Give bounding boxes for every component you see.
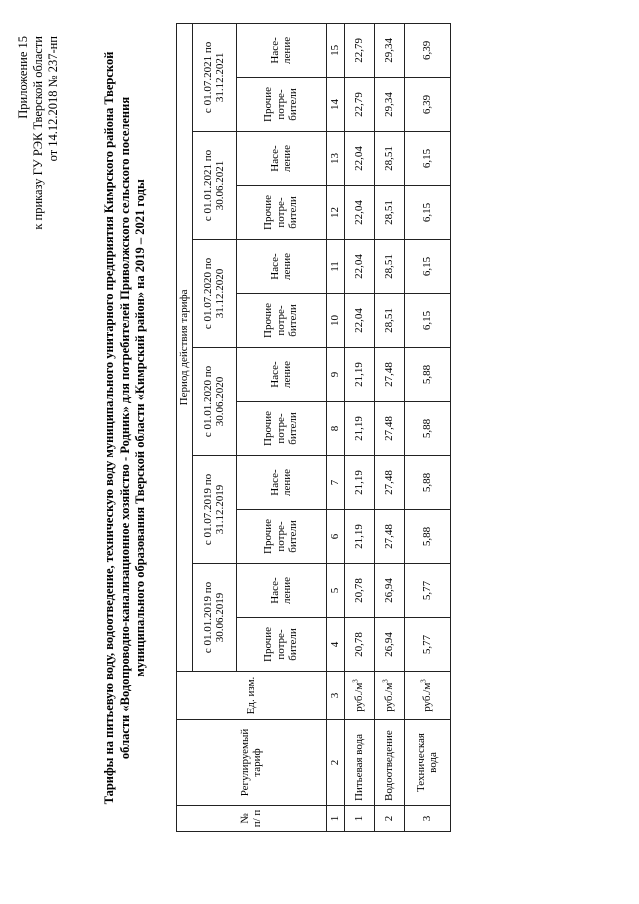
header-period-6: с 01.07.2021 по 31.12.2021 xyxy=(192,23,236,131)
row-unit-text: руб./м xyxy=(352,682,365,712)
header-category-population: Насе- ление xyxy=(236,240,326,294)
row-unit xyxy=(374,672,404,720)
tariff-value-cell: 6,15 xyxy=(404,132,450,186)
column-number: 10 xyxy=(326,294,344,348)
tariff-value-cell: 27,48 xyxy=(374,456,404,510)
header-category-other: Прочие потре- бители xyxy=(236,78,326,132)
row-tariff-name: Водоотведение xyxy=(374,720,404,806)
header-category-other: Прочие потре- бители xyxy=(236,294,326,348)
tariff-value-cell: 22,79 xyxy=(344,23,374,77)
tariff-value-cell: 5,88 xyxy=(404,510,450,564)
row-unit-superscript: 3 xyxy=(419,679,428,683)
tariff-value-cell: 27,48 xyxy=(374,402,404,456)
row-unit xyxy=(344,672,374,720)
column-number: 9 xyxy=(326,348,344,402)
tariff-value-cell: 6,15 xyxy=(404,186,450,240)
column-number: 6 xyxy=(326,510,344,564)
tariff-value-cell: 22,04 xyxy=(344,132,374,186)
tariff-value-cell: 6,15 xyxy=(404,240,450,294)
table-row xyxy=(374,23,404,831)
header-category-other: Прочие потре- бители xyxy=(236,510,326,564)
tariff-value-cell: 6,39 xyxy=(404,23,450,77)
tariff-value-cell: 21,19 xyxy=(344,348,374,402)
column-number: 1 xyxy=(326,806,344,832)
tariff-value-cell: 22,04 xyxy=(344,240,374,294)
tariff-value-cell: 21,19 xyxy=(344,510,374,564)
tariff-value-cell: 28,51 xyxy=(374,132,404,186)
tariff-value-cell: 22,04 xyxy=(344,294,374,348)
row-number: 3 xyxy=(404,806,450,832)
tariff-value-cell: 22,04 xyxy=(344,186,374,240)
header-period-2: с 01.07.2019 по 31.12.2019 xyxy=(192,456,236,564)
column-number: 2 xyxy=(326,720,344,806)
tariff-value-cell: 28,51 xyxy=(374,186,404,240)
tariff-value-cell: 5,88 xyxy=(404,456,450,510)
tariff-value-cell: 22,79 xyxy=(344,78,374,132)
header-period-5: с 01.01.2021 по 30.06.2021 xyxy=(192,132,236,240)
tariff-value-cell: 28,51 xyxy=(374,294,404,348)
header-period-1: с 01.01.2019 по 30.06.2019 xyxy=(192,564,236,672)
header-period: Период действия тарифа xyxy=(177,23,193,671)
row-tariff-name: Техническая вода xyxy=(404,720,450,806)
row-unit xyxy=(404,672,450,720)
tariff-value-cell: 26,94 xyxy=(374,564,404,618)
tariff-value-cell: 5,77 xyxy=(404,564,450,618)
column-number: 8 xyxy=(326,402,344,456)
column-number: 3 xyxy=(326,672,344,720)
column-number: 13 xyxy=(326,132,344,186)
header-category-population: Насе- ление xyxy=(236,348,326,402)
header-tariff: Регулируемый тариф xyxy=(177,720,327,806)
column-number: 12 xyxy=(326,186,344,240)
row-unit-superscript: 3 xyxy=(351,679,360,683)
header-period-4: с 01.07.2020 по 31.12.2020 xyxy=(192,240,236,348)
title-line-2: области «Водопроводно-канализационное хозяйство - Родник» для потребителей Приволжского сельского поселения xyxy=(117,96,132,760)
tariff-value-cell: 29,34 xyxy=(374,78,404,132)
row-unit-superscript: 3 xyxy=(381,679,390,683)
row-unit-text: руб./м xyxy=(420,682,433,712)
tariff-value-cell: 20,78 xyxy=(344,618,374,672)
appendix-line-3: от 14.12.2018 № 237-нп xyxy=(46,36,60,162)
header-category-other: Прочие потре- бители xyxy=(236,186,326,240)
tariff-value-cell: 5,88 xyxy=(404,348,450,402)
row-tariff-name: Питьевая вода xyxy=(344,720,374,806)
column-number: 14 xyxy=(326,78,344,132)
row-number: 1 xyxy=(344,806,374,832)
appendix-note xyxy=(16,36,61,456)
header-category-population: Насе- ление xyxy=(236,132,326,186)
table-row xyxy=(344,23,374,831)
row-number: 2 xyxy=(374,806,404,832)
tariff-value-cell: 5,88 xyxy=(404,402,450,456)
column-number: 5 xyxy=(326,564,344,618)
header-category-population: Насе- ление xyxy=(236,456,326,510)
tariff-value-cell: 21,19 xyxy=(344,402,374,456)
tariff-table xyxy=(176,23,451,832)
tariff-value-cell: 20,78 xyxy=(344,564,374,618)
tariff-value-cell: 29,34 xyxy=(374,23,404,77)
tariff-value-cell: 6,15 xyxy=(404,294,450,348)
table-row xyxy=(404,23,450,831)
header-no: № п/ п xyxy=(177,806,327,832)
tariff-value-cell: 28,51 xyxy=(374,240,404,294)
row-unit-text: руб./м xyxy=(382,682,395,712)
header-category-other: Прочие потре- бители xyxy=(236,618,326,672)
tariff-value-cell: 27,48 xyxy=(374,510,404,564)
column-number: 7 xyxy=(326,456,344,510)
title-line-3: муниципального образования Тверской области «Кимрский район» на 2019 – 2021 годы xyxy=(133,179,147,677)
column-number: 15 xyxy=(326,23,344,77)
header-unit: Ед. изм. xyxy=(177,672,327,720)
tariff-value-cell: 5,77 xyxy=(404,618,450,672)
tariff-value-cell: 26,94 xyxy=(374,618,404,672)
appendix-line-1: Приложение 15 xyxy=(16,36,30,119)
tariff-value-cell: 6,39 xyxy=(404,78,450,132)
title-line-1: Тарифы на питьевую воду, водоотведение, техническую воду муниципального унитарного предприятия Кимрского района Тверской xyxy=(102,51,116,805)
appendix-line-2: к приказу ГУ РЭК Тверской области xyxy=(31,36,45,230)
tariff-value-cell: 21,19 xyxy=(344,456,374,510)
column-number: 4 xyxy=(326,618,344,672)
header-category-population: Насе- ление xyxy=(236,564,326,618)
header-period-3: с 01.01.2020 по 30.06.2020 xyxy=(192,348,236,456)
header-category-other: Прочие потре- бители xyxy=(236,402,326,456)
tariff-value-cell: 27,48 xyxy=(374,348,404,402)
column-number: 11 xyxy=(326,240,344,294)
document-title xyxy=(102,48,149,808)
header-category-population: Насе- ление xyxy=(236,23,326,77)
